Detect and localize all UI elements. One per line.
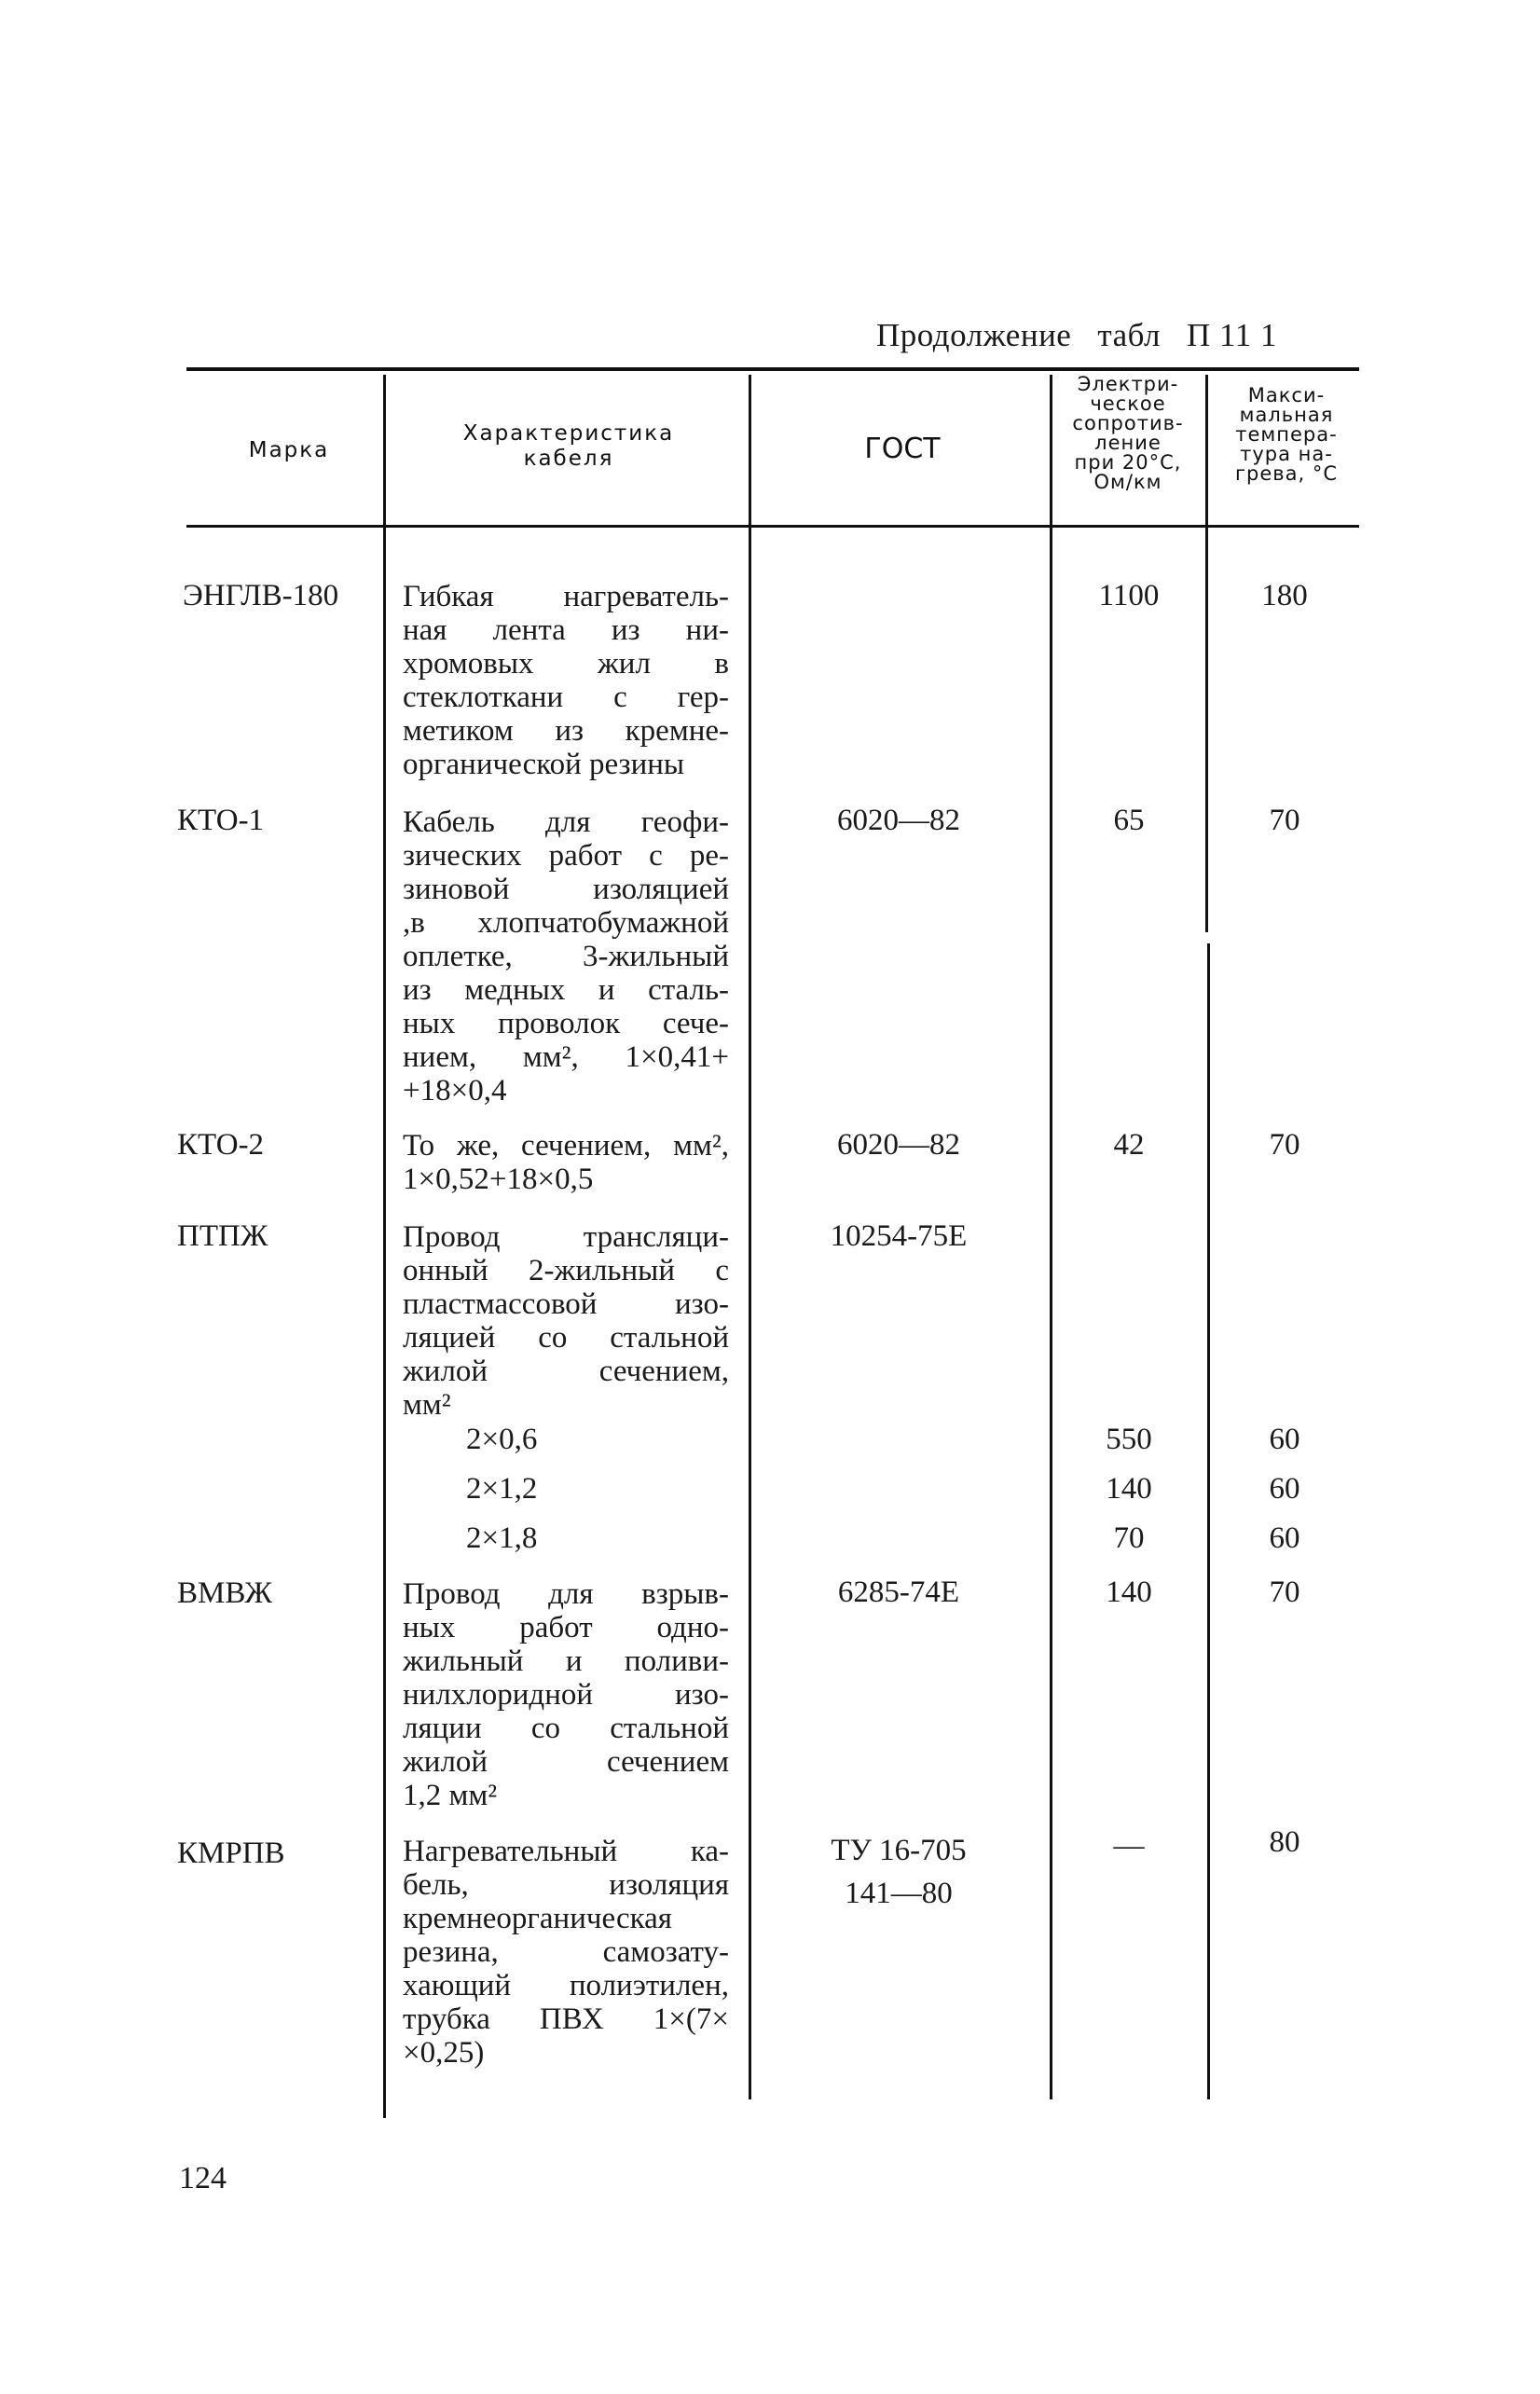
header-temperature-line: мальная	[1239, 404, 1334, 426]
row-gost-line-1: ТУ 16-705	[831, 1834, 967, 1867]
header-resistance-line: ческое	[1090, 392, 1166, 415]
row-resistance: 1100	[1098, 579, 1160, 612]
header-resistance-line: Электри-	[1077, 373, 1179, 395]
row-resistance: —	[1113, 1829, 1145, 1863]
header-resistance-line: сопротив-	[1072, 412, 1184, 434]
header-temperature-line: Макси-	[1247, 384, 1326, 406]
description-line: пластмассовой изо-	[403, 1287, 729, 1321]
description-line: метиком из кремне-	[403, 714, 729, 748]
description-line: хромовых жил в	[403, 647, 729, 681]
column-divider-3	[1050, 375, 1052, 2099]
description-line: оплетке, 3-жильный	[403, 940, 729, 973]
row-gost: 6020—82	[837, 804, 960, 837]
description-line: Нагревательный ка-	[403, 1835, 729, 1868]
row-size: 2×1,8	[466, 1521, 538, 1555]
description-line: жилой сечением	[403, 1745, 729, 1779]
description-line: кремнеорганическая	[403, 1902, 672, 1935]
description-line: зиновой изоляцией	[403, 873, 729, 906]
header-description-line-1: Характеристика	[462, 421, 675, 446]
header-resistance-line: ление	[1094, 432, 1162, 454]
row-resistance: 140	[1106, 1575, 1152, 1609]
header-temperature	[1212, 386, 1361, 484]
row-temperature: 180	[1261, 579, 1308, 612]
description-line: онный 2-жильный с	[403, 1254, 729, 1287]
caption-abbr: табл	[1097, 317, 1162, 353]
row-resistance: 70	[1113, 1521, 1145, 1555]
row-gost-line-2: 141—80	[845, 1877, 953, 1910]
header-temperature-line: грева, °С	[1234, 462, 1339, 485]
header-gost: ГОСТ	[864, 433, 941, 465]
description-line: Провод трансляци-	[403, 1220, 729, 1254]
row-brand: ПТПЖ	[177, 1219, 268, 1253]
row-brand: ЭНГЛВ-180	[183, 579, 339, 612]
row-temperature: 80	[1269, 1825, 1300, 1859]
header-resistance	[1053, 375, 1203, 492]
header-description-line-2: кабеля	[523, 447, 614, 471]
description-line: стеклоткани с гер-	[403, 681, 729, 714]
row-temperature: 70	[1269, 1575, 1300, 1609]
description-line: ных работ одно-	[403, 1611, 729, 1644]
row-description	[403, 1220, 729, 1422]
row-gost: 10254-75Е	[830, 1219, 968, 1253]
row-size: 2×1,2	[466, 1472, 538, 1506]
row-description	[403, 1835, 729, 2070]
row-brand: КТО-2	[177, 1128, 265, 1162]
description-line: жилой сечением,	[403, 1355, 729, 1388]
description-line: Гибкая нагреватель-	[403, 580, 729, 613]
description-line: трубка ПВХ 1×(7×	[403, 2002, 729, 2036]
description-line: бель, изоляция	[403, 1868, 729, 1902]
description-line: зических работ с ре-	[403, 839, 729, 873]
row-description	[403, 1577, 729, 1812]
description-line: органической резины	[403, 748, 685, 781]
description-line: ,в хлопчатобумажной	[403, 906, 729, 940]
column-divider-4	[1205, 375, 1208, 932]
header-brand: Марка	[248, 438, 330, 462]
row-gost	[749, 1829, 1048, 1915]
header-resistance-line: при 20°С,	[1074, 451, 1182, 474]
row-temperature: 60	[1269, 1472, 1300, 1506]
table-caption	[876, 317, 1277, 354]
description-line: хающий полиэтилен,	[403, 1969, 729, 2002]
row-size: 2×0,6	[466, 1423, 538, 1456]
column-divider-1	[383, 375, 386, 2118]
row-gost: 6285-74Е	[837, 1575, 960, 1609]
row-temperature: 60	[1269, 1521, 1300, 1555]
row-temperature: 70	[1269, 1128, 1300, 1162]
row-resistance: 42	[1113, 1128, 1145, 1162]
description-line: То же, сечением, мм²,	[403, 1129, 729, 1163]
header-resistance-line: Ом/км	[1093, 471, 1162, 493]
header-temperature-line: тура на-	[1240, 443, 1333, 465]
page-number: 124	[179, 2161, 227, 2195]
description-line: 1,2 мм²	[403, 1779, 498, 1812]
description-line: нием, мм², 1×0,41+	[403, 1040, 729, 1074]
row-description	[403, 805, 729, 1108]
header-bottom-rule	[186, 525, 1359, 528]
header-temperature-line: темпера-	[1235, 423, 1338, 446]
description-line: нилхлоридной изо-	[403, 1678, 729, 1712]
row-gost: 6020—82	[837, 1128, 960, 1162]
row-brand: КТО-1	[177, 804, 265, 837]
description-line: ная лента из ни-	[403, 613, 729, 647]
row-brand: КМРПВ	[177, 1837, 285, 1870]
row-description	[403, 580, 729, 781]
row-temperature: 60	[1269, 1423, 1300, 1456]
caption-table-id: П 11 1	[1187, 317, 1277, 353]
description-line: +18×0,4	[403, 1074, 507, 1108]
description-line: Провод для взрыв-	[403, 1577, 729, 1611]
description-line: 1×0,52+18×0,5	[403, 1163, 594, 1196]
header-top-rule	[186, 367, 1359, 371]
caption-word: Продолжение	[876, 317, 1072, 353]
header-description	[392, 421, 746, 472]
row-description	[403, 1129, 729, 1196]
row-temperature: 70	[1269, 804, 1300, 837]
description-line: мм²	[403, 1388, 451, 1422]
description-line: Кабель для геофи-	[403, 805, 729, 839]
description-line: из медных и сталь-	[403, 973, 729, 1007]
description-line: ляции со стальной	[403, 1712, 729, 1745]
description-line: ных проволок сече-	[403, 1007, 729, 1040]
description-line: резина, самозату-	[403, 1935, 729, 1969]
description-line: жильный и поливи-	[403, 1644, 729, 1678]
row-resistance: 140	[1106, 1472, 1152, 1506]
description-line: ×0,25)	[403, 2036, 485, 2070]
description-line: ляцией со стальной	[403, 1321, 729, 1355]
row-resistance: 550	[1106, 1423, 1152, 1456]
row-brand: ВМВЖ	[177, 1576, 273, 1610]
row-resistance: 65	[1113, 804, 1145, 837]
